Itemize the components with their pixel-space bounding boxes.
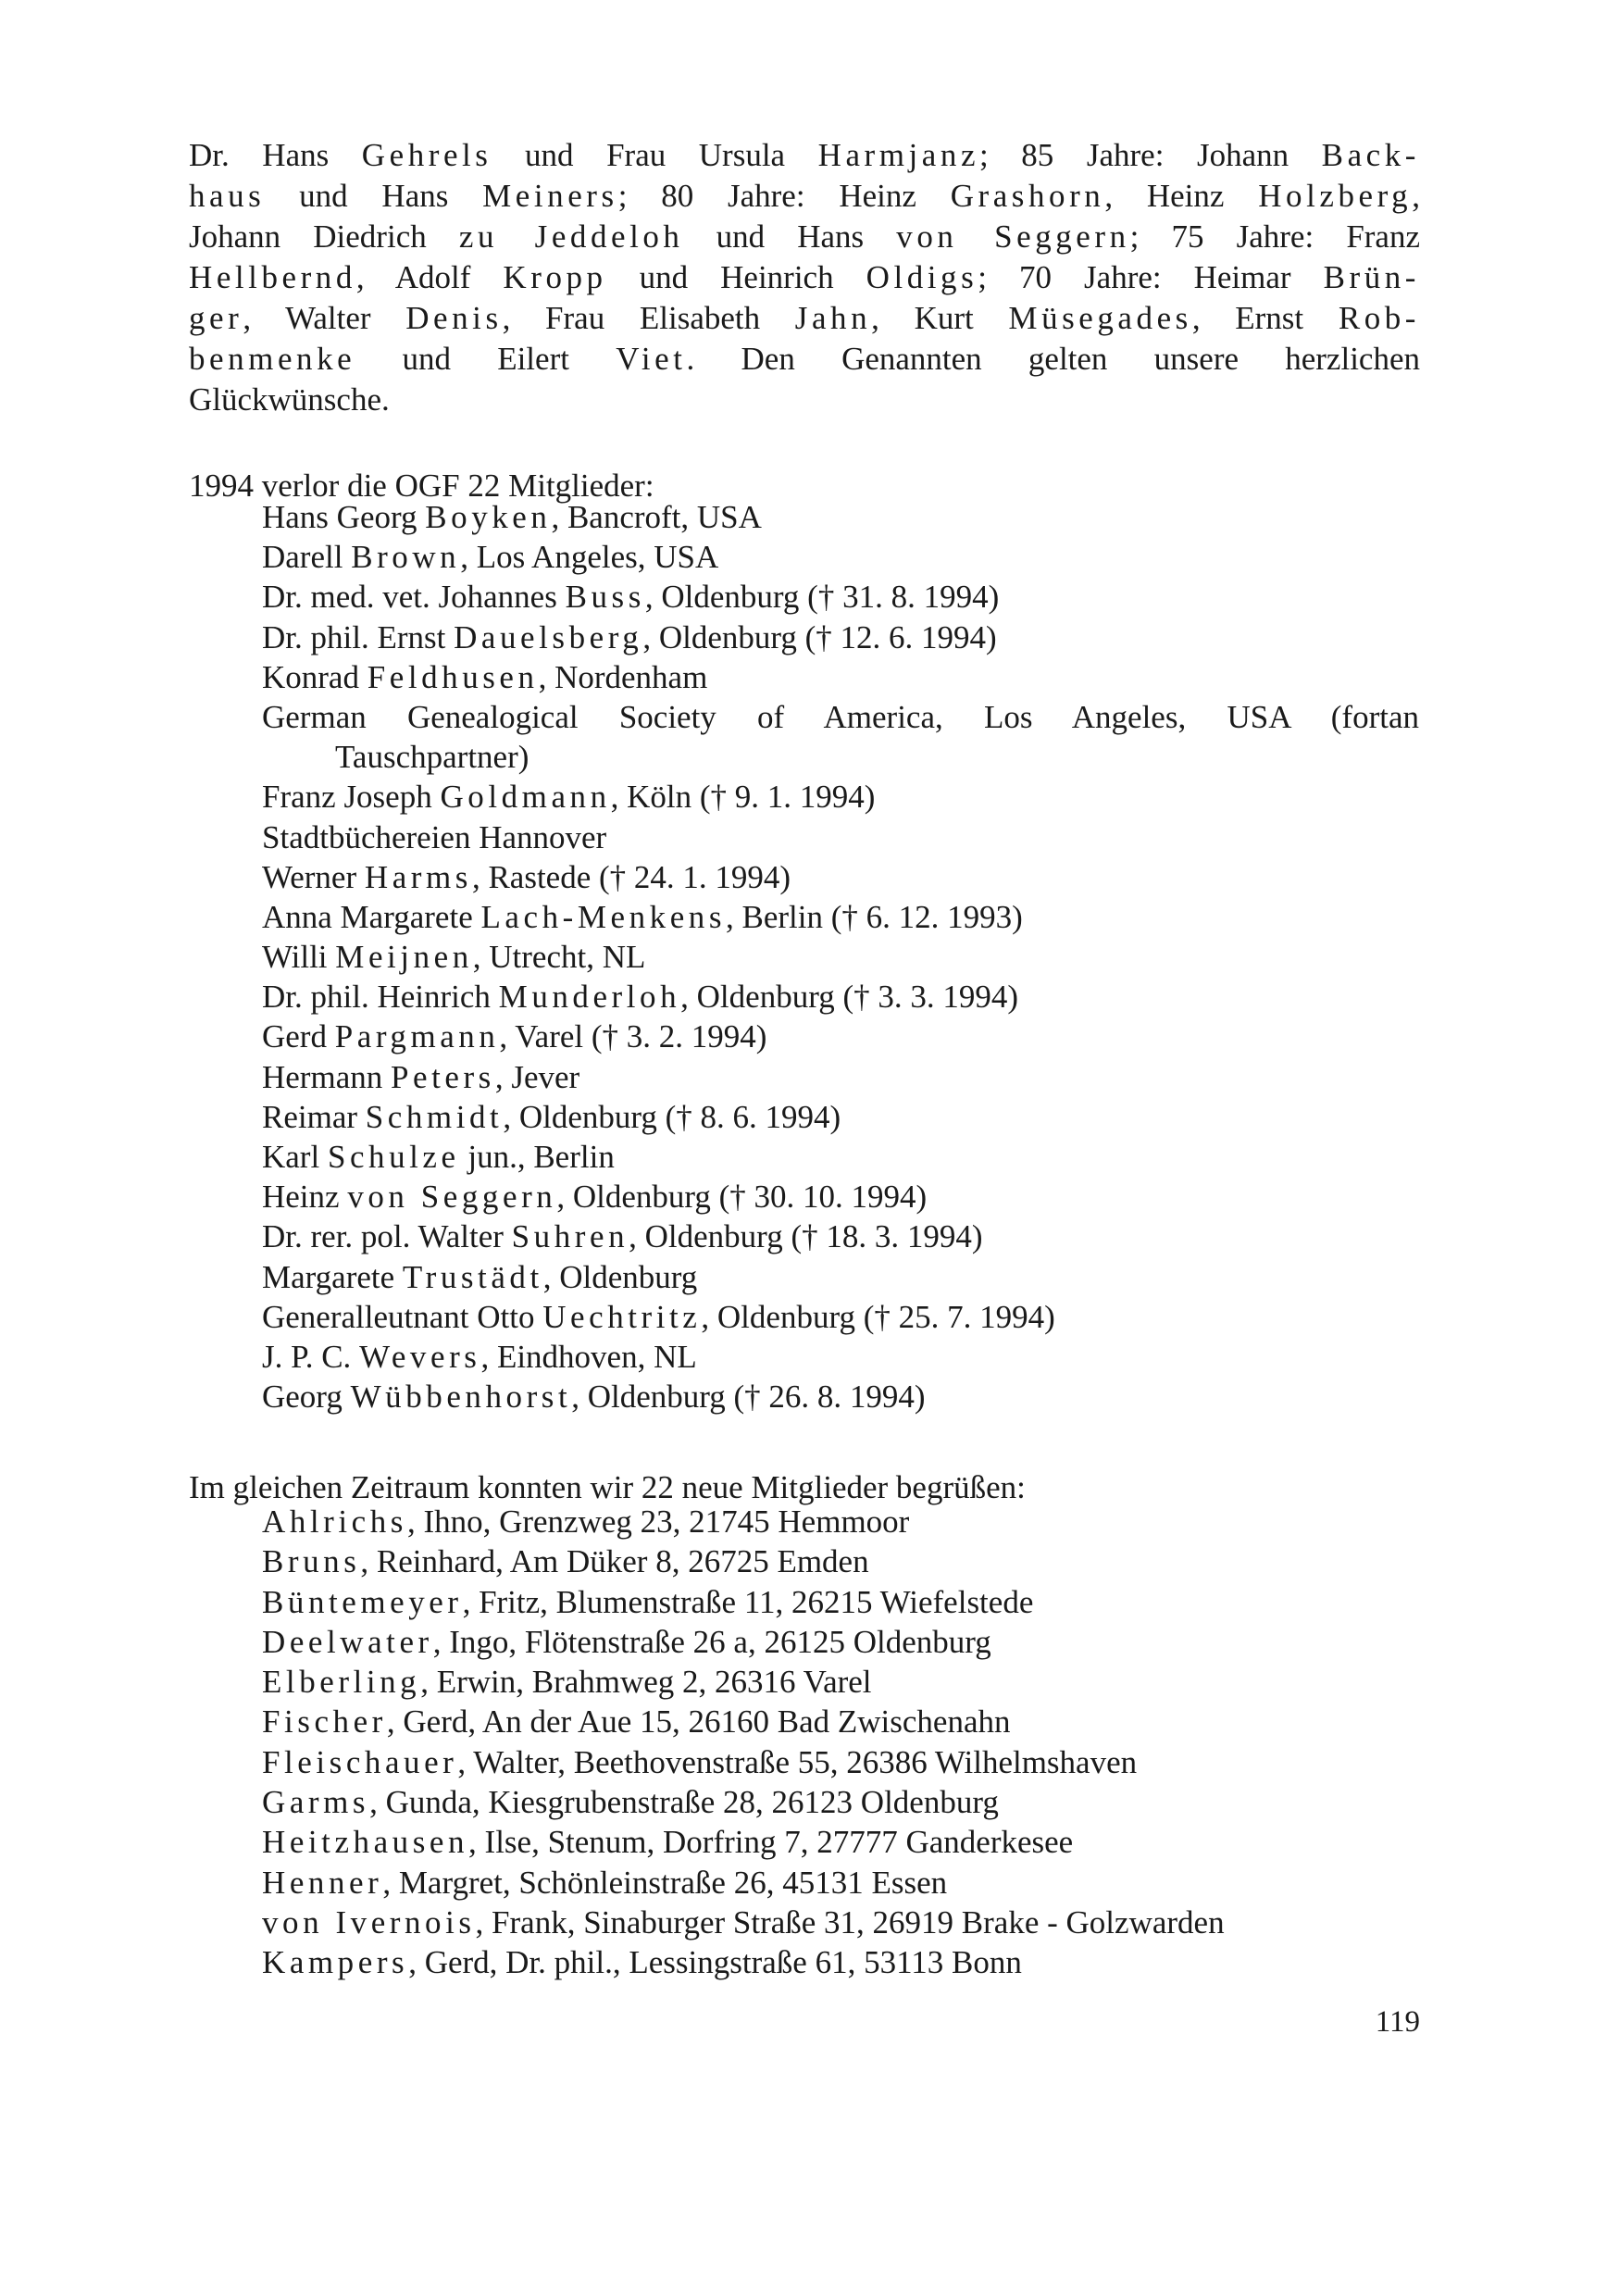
- text-run: , Ingo, Flötenstraße 26 a, 26125 Oldenburg: [432, 1623, 991, 1660]
- surname-text: Pargmann: [334, 1018, 500, 1055]
- text-run: Konrad: [262, 658, 367, 695]
- text-run: ; 85 Jahre: Johann: [979, 137, 1322, 173]
- text-run: Franz Joseph: [262, 779, 441, 816]
- text-run: Darell: [262, 539, 352, 576]
- list-item: [262, 1137, 1419, 1177]
- text-run: , Rastede († 24. 1. 1994): [471, 858, 791, 895]
- surname-text: Wevers: [359, 1338, 481, 1375]
- text-run: , Kurt: [871, 300, 1009, 336]
- list-item: [262, 777, 1419, 817]
- text-run: , Oldenburg († 12. 6. 1994): [642, 618, 997, 655]
- new-members-heading: Im gleichen Zeitraum konnten wir 22 neue Mitglieder begrüßen:: [189, 1469, 1026, 1505]
- surname-text: Wübbenhorst: [350, 1379, 572, 1416]
- text-run: , Oldenburg († 30. 10. 1994): [556, 1179, 928, 1216]
- text-run: und Hans: [683, 218, 897, 255]
- page-number: 119: [1375, 2005, 1420, 2039]
- list-item: [262, 1742, 1419, 1782]
- list-item: [262, 1903, 1419, 1942]
- paragraph-line: [189, 298, 1420, 339]
- list-item: [262, 1377, 1419, 1416]
- surname-text: Oldigs: [866, 259, 978, 295]
- text-run: ,: [1412, 178, 1420, 214]
- text-run: Generalleutnant Otto: [262, 1298, 543, 1335]
- list-item: [262, 1662, 1419, 1702]
- surname-text: Garms: [262, 1784, 370, 1821]
- text-run: , Oldenburg († 26. 8. 1994): [571, 1379, 926, 1416]
- text-run: , Erwin, Brahmweg 2, 26316 Varel: [420, 1664, 872, 1701]
- list-item: [262, 1017, 1419, 1056]
- surname-text: Back-: [1321, 137, 1420, 173]
- surname-text: Jahn: [794, 300, 872, 336]
- text-run: Dr. phil. Heinrich: [262, 979, 499, 1016]
- text-run: , Oldenburg: [542, 1258, 698, 1295]
- surname-text: Meiners: [482, 178, 618, 214]
- text-run: Reimar: [262, 1098, 366, 1135]
- text-run: Stadtbüchereien Hannover: [262, 818, 607, 855]
- text-run: , Berlin († 6. 12. 1993): [726, 898, 1023, 935]
- text-run: , Ernst: [1191, 300, 1339, 336]
- text-run: , Margret, Schönleinstraße 26, 45131 Essen: [382, 1864, 948, 1901]
- text-run: , Varel († 3. 2. 1994): [499, 1018, 767, 1055]
- surname-text: Bruns: [262, 1543, 361, 1580]
- text-run: Gerd: [262, 1018, 335, 1055]
- list-item: [262, 1097, 1419, 1137]
- surname-text: Büntemeyer: [262, 1583, 463, 1620]
- text-run: , Adolf: [355, 259, 504, 295]
- list-item: [262, 977, 1419, 1017]
- paragraph-line: [189, 135, 1420, 176]
- surname-text: Holzberg: [1258, 178, 1413, 214]
- surname-text: Harms: [364, 858, 472, 895]
- text-run: , Gunda, Kiesgrubenstraße 28, 26123 Oldenburg: [369, 1784, 999, 1821]
- text-run: Heinz: [262, 1179, 348, 1216]
- list-item: [262, 937, 1419, 977]
- surname-text: Boyken: [425, 499, 552, 535]
- list-item-line: German Genealogical Society of America, Los Angeles, USA (fortan: [262, 698, 1419, 735]
- surname-text: Brün-: [1323, 259, 1420, 295]
- text-run: , Oldenburg († 8. 6. 1994): [503, 1098, 841, 1135]
- text-run: Willi: [262, 939, 336, 976]
- list-item: [262, 1702, 1419, 1741]
- text-run: Dr. phil. Ernst: [262, 618, 455, 655]
- surname-text: Müsegades: [1008, 300, 1192, 336]
- text-run: , Reinhard, Am Düker 8, 26725 Emden: [360, 1543, 869, 1580]
- surname-text: Gehrels: [361, 137, 492, 173]
- text-run: , Oldenburg († 25. 7. 1994): [701, 1298, 1055, 1335]
- list-item: [262, 1541, 1419, 1581]
- surname-text: Lach-Menkens: [480, 898, 726, 935]
- surname-text: Deelwater: [262, 1623, 433, 1660]
- text-run: , Ilse, Stenum, Dorfring 7, 27777 Ganderkesee: [468, 1824, 1074, 1861]
- list-item: [262, 1297, 1419, 1337]
- list-item: [262, 1863, 1419, 1903]
- list-item: [262, 1177, 1419, 1217]
- list-item: [262, 1057, 1419, 1097]
- surname-text: Heitzhausen: [262, 1824, 469, 1861]
- list-item: [262, 1217, 1419, 1256]
- surname-text: von Seggern: [896, 218, 1130, 255]
- surname-text: Rob-: [1338, 300, 1421, 336]
- list-item: [262, 1782, 1419, 1822]
- list-item: [262, 697, 1419, 777]
- text-run: jun., Berlin: [459, 1139, 615, 1176]
- surname-text: Schulze: [327, 1139, 460, 1176]
- text-run: Dr. rer. pol. Walter: [262, 1218, 512, 1255]
- surname-text: Goldmann: [440, 779, 611, 816]
- text-run: und Heinrich: [606, 259, 866, 295]
- surname-text: Brown: [351, 539, 461, 576]
- text-run: , Frank, Sinaburger Straße 31, 26919 Brake - Golzwarden: [475, 1903, 1225, 1940]
- text-run: . Den Genannten gelten unsere herzlichen: [686, 341, 1420, 377]
- surname-text: haus: [189, 178, 266, 214]
- list-item: [262, 1337, 1419, 1377]
- list-item: [262, 497, 1419, 537]
- text-run: und Hans: [265, 178, 483, 214]
- text-run: , Los Angeles, USA: [460, 539, 719, 576]
- text-run: , Nordenham: [538, 658, 708, 695]
- list-item-continuation: Tauschpartner): [335, 739, 529, 776]
- text-run: , Walter, Beethovenstraße 55, 26386 Wilhelmshaven: [457, 1743, 1138, 1780]
- surname-text: Viet: [616, 341, 687, 377]
- text-run: Hans Georg: [262, 499, 426, 535]
- surname-text: Kampers: [262, 1944, 409, 1981]
- surname-text: Munderloh: [498, 979, 681, 1016]
- text-run: , Gerd, Dr. phil., Lessingstraße 61, 53113 Bonn: [408, 1944, 1022, 1981]
- intro-paragraph: [189, 135, 1420, 420]
- surname-text: Henner: [262, 1864, 383, 1901]
- text-run: , Ihno, Grenzweg 23, 21745 Hemmoor: [406, 1504, 910, 1540]
- surname-text: Fischer: [262, 1703, 387, 1741]
- text-run: ; 70 Jahre: Heimar: [978, 259, 1324, 295]
- surname-text: Uechtritz: [542, 1298, 702, 1335]
- text-run: , Bancroft, USA: [551, 499, 762, 535]
- text-run: Anna Margarete: [262, 898, 481, 935]
- text-run: Georg: [262, 1379, 351, 1416]
- list-item: [262, 1822, 1419, 1862]
- text-run: , Walter: [243, 300, 406, 336]
- text-run: , Oldenburg († 31. 8. 1994): [644, 579, 1000, 616]
- text-run: , Heinz: [1104, 178, 1259, 214]
- text-run: Dr. med. vet. Johannes: [262, 579, 566, 616]
- text-run: , Utrecht, NL: [472, 939, 646, 976]
- text-run: , Gerd, An der Aue 15, 26160 Bad Zwischenahn: [386, 1703, 1011, 1741]
- text-run: , Oldenburg († 18. 3. 1994): [629, 1218, 983, 1255]
- list-item: [262, 618, 1419, 657]
- removed-members-list: [262, 497, 1419, 1416]
- list-item: [262, 577, 1419, 617]
- surname-text: Schmidt: [365, 1098, 504, 1135]
- text-run: J. P. C.: [262, 1338, 360, 1375]
- list-item: [262, 817, 1419, 857]
- surname-text: von Seggern: [347, 1179, 557, 1216]
- surname-text: Grashorn: [950, 178, 1105, 214]
- surname-text: Hellbernd: [189, 259, 356, 295]
- text-run: , Eindhoven, NL: [480, 1338, 697, 1375]
- surname-text: ger: [189, 300, 243, 336]
- list-item: [262, 537, 1419, 577]
- surname-text: Kropp: [503, 259, 607, 295]
- text-run: , Jever: [494, 1058, 580, 1095]
- list-item: [262, 1582, 1419, 1622]
- text-run: ; 75 Jahre: Franz: [1129, 218, 1421, 255]
- text-run: Hermann: [262, 1058, 391, 1095]
- text-run: und Frau Ursula: [492, 137, 818, 173]
- surname-text: Dauelsberg: [454, 618, 643, 655]
- new-members-list: [262, 1502, 1419, 1983]
- surname-text: Elberling: [262, 1664, 421, 1701]
- text-run: Glückwünsche.: [189, 381, 390, 418]
- surname-text: von Ivernois: [262, 1903, 476, 1940]
- text-run: , Frau Elisabeth: [502, 300, 795, 336]
- text-run: , Oldenburg († 3. 3. 1994): [680, 979, 1019, 1016]
- paragraph-line: [189, 339, 1420, 380]
- surname-text: Ahlrichs: [262, 1504, 407, 1540]
- text-run: Werner: [262, 858, 365, 895]
- surname-text: benmenke: [189, 341, 356, 377]
- text-run: Johann Diedrich: [189, 218, 459, 255]
- surname-text: Harmjanz: [817, 137, 980, 173]
- paragraph-line: [189, 380, 1420, 420]
- list-item: [262, 1257, 1419, 1297]
- text-run: ; 80 Jahre: Heinz: [617, 178, 951, 214]
- text-run: , Fritz, Blumenstraße 11, 26215 Wiefelstede: [462, 1583, 1034, 1620]
- paragraph-line: [189, 257, 1420, 298]
- text-run: und Eilert: [355, 341, 617, 377]
- surname-text: zu Jeddeloh: [458, 218, 684, 255]
- surname-text: Meijnen: [335, 939, 473, 976]
- text-run: Margarete: [262, 1258, 403, 1295]
- surname-text: Suhren: [511, 1218, 629, 1255]
- removed-members-heading: 1994 verlor die OGF 22 Mitglieder:: [189, 468, 654, 504]
- text-run: , Köln († 9. 1. 1994): [610, 779, 876, 816]
- surname-text: Feldhusen: [367, 658, 539, 695]
- list-item: [262, 857, 1419, 897]
- list-item: [262, 657, 1419, 697]
- surname-text: Buss: [565, 579, 645, 616]
- list-item: [262, 1502, 1419, 1541]
- list-item: [262, 1942, 1419, 1982]
- surname-text: Fleischauer: [262, 1743, 458, 1780]
- surname-text: Peters: [390, 1058, 495, 1095]
- paragraph-line: [189, 217, 1420, 257]
- surname-text: Denis: [405, 300, 503, 336]
- list-item: [262, 1622, 1419, 1662]
- surname-text: Trustädt: [402, 1258, 543, 1295]
- paragraph-line: [189, 176, 1420, 217]
- text-run: Dr. Hans: [189, 137, 362, 173]
- list-item: [262, 897, 1419, 937]
- text-run: Karl: [262, 1139, 328, 1176]
